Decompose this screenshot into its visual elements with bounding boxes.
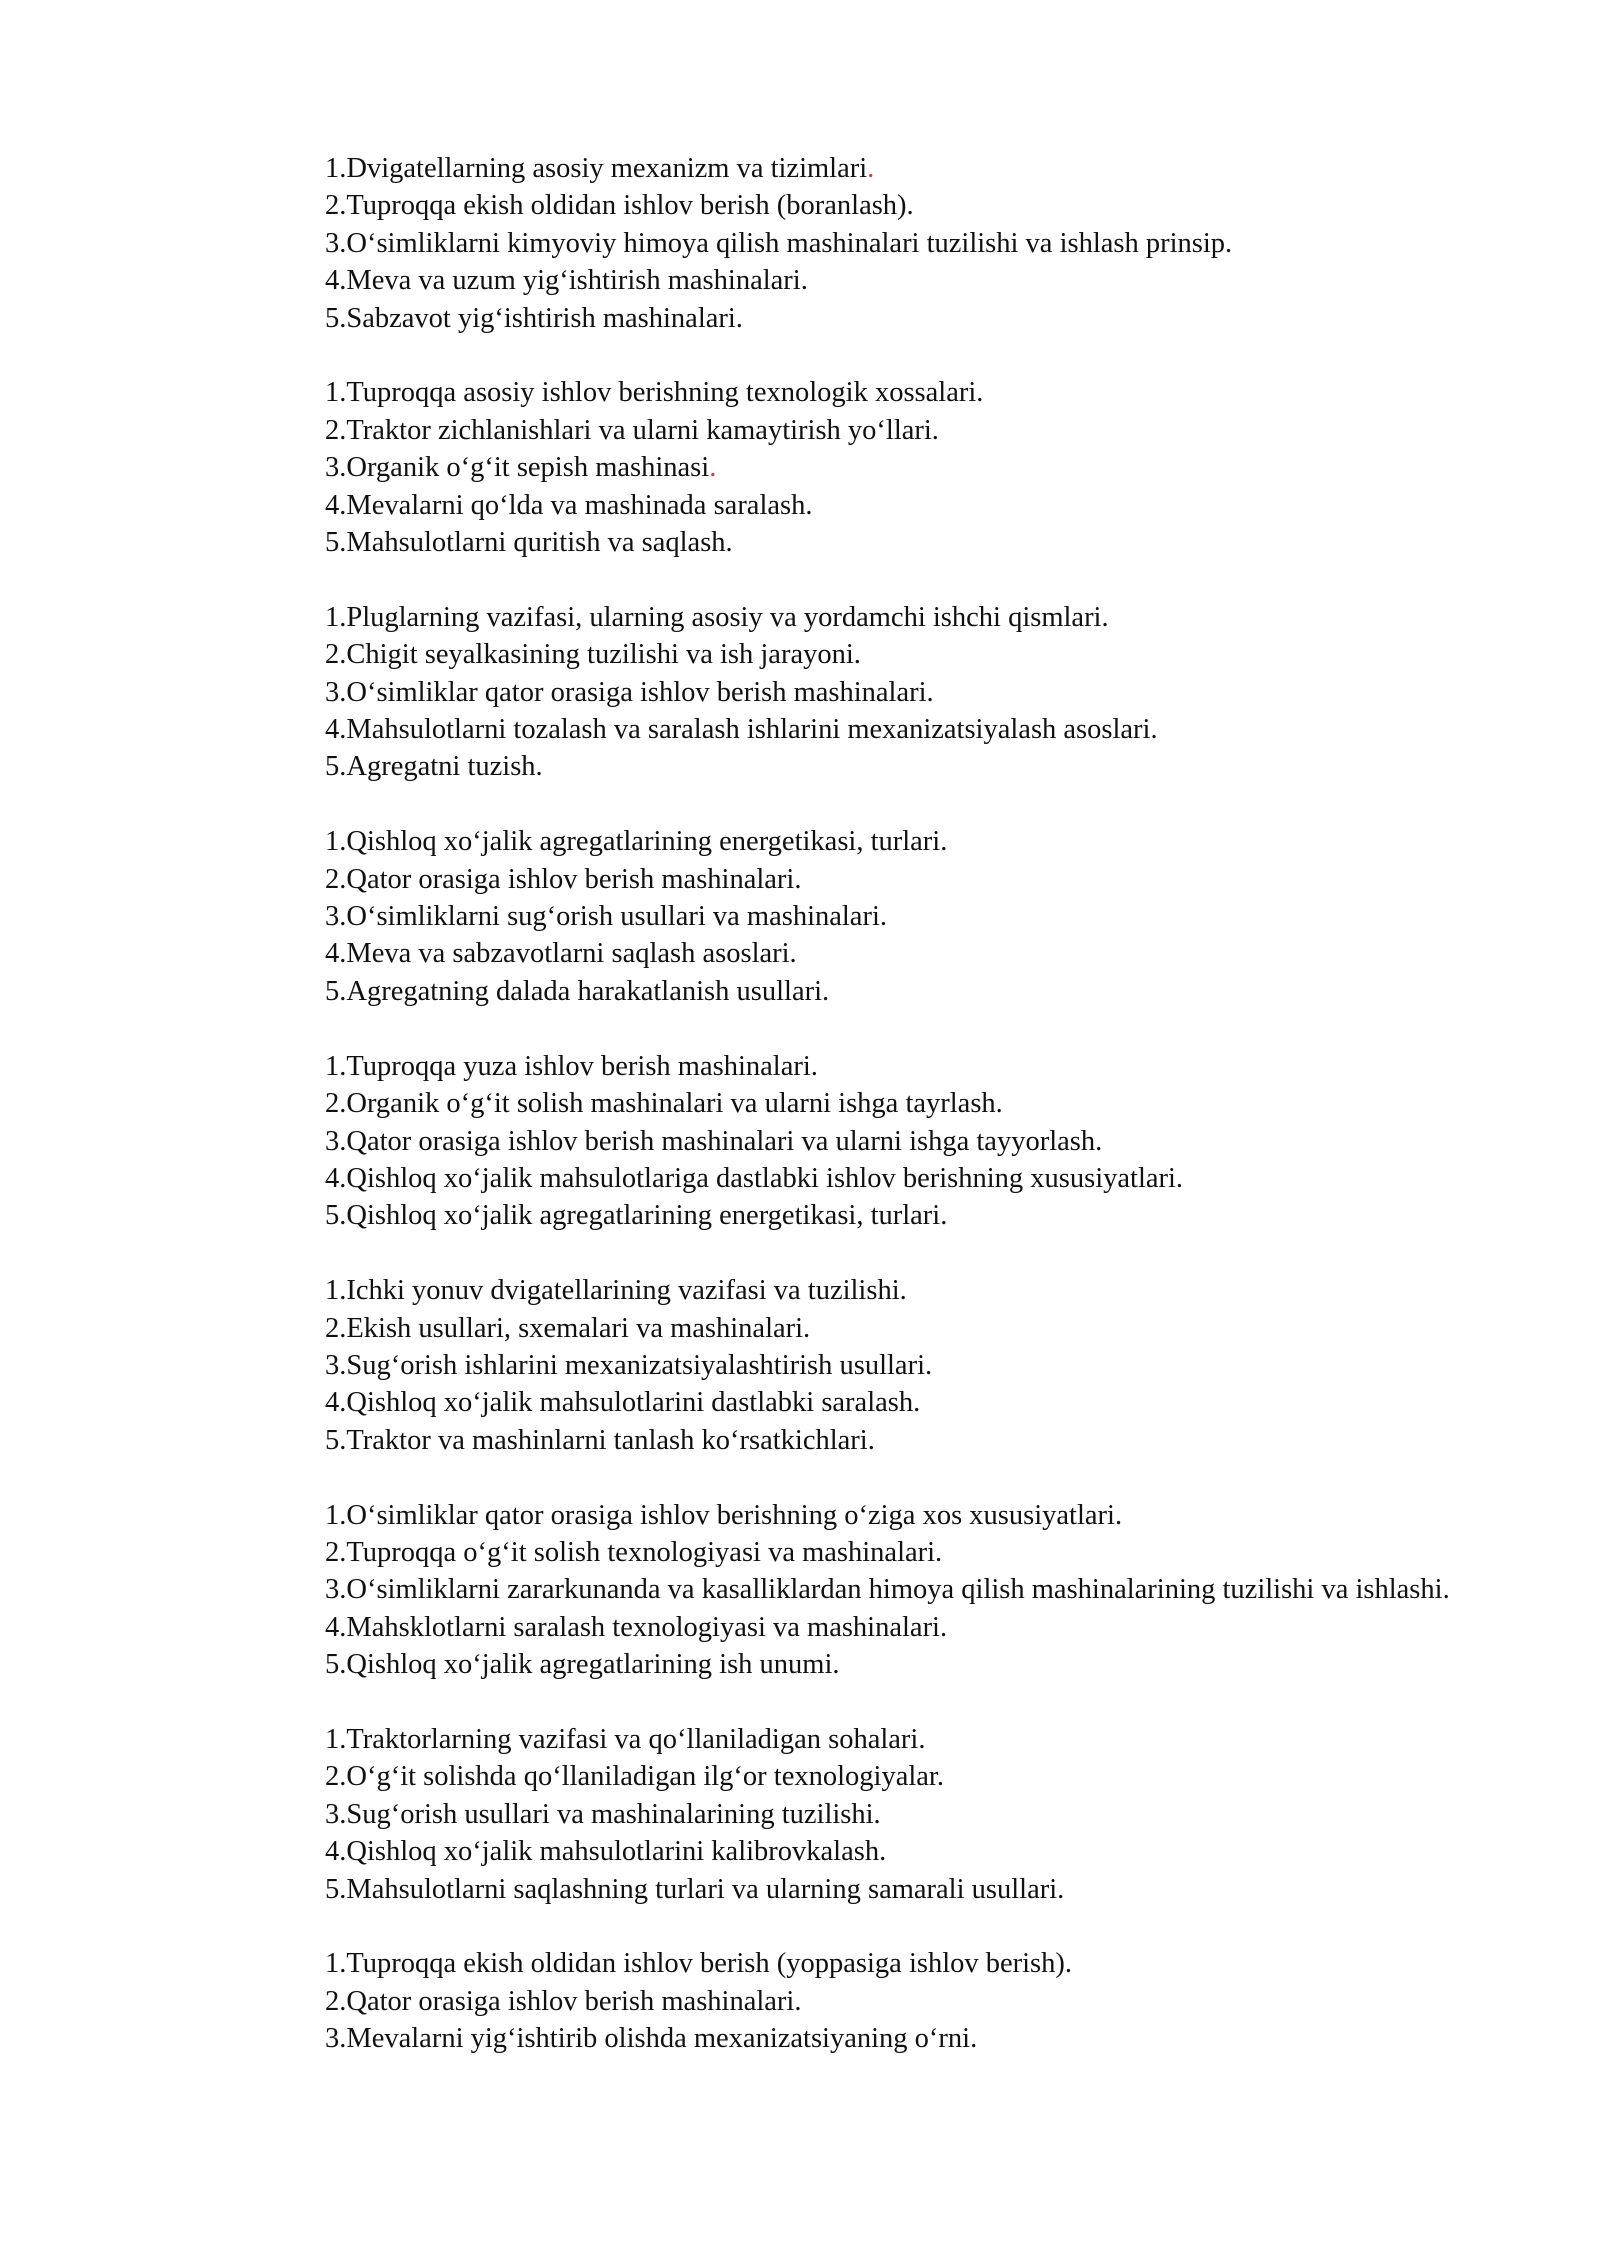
question-group xyxy=(229,1945,1489,2057)
question-text: 3.Sug‘orish ishlarini mexanizatsiyalashtirish usullari. xyxy=(325,1349,933,1381)
question-text: 1.Dvigatellarning asosiy mexanizm va tizimlari xyxy=(325,153,868,184)
question-item xyxy=(229,449,1489,486)
question-text: 4.Mahsulotlarni tozalash va saralash ishlarini mexanizatsiyalash asoslari. xyxy=(325,714,1158,746)
question-text: 5.Agregatni tuzish. xyxy=(325,751,543,783)
question-group xyxy=(229,1497,1489,1684)
question-item xyxy=(229,1272,1489,1309)
question-item xyxy=(229,898,1489,935)
question-text: 1.Pluglarning vazifasi, ularning asosiy va yordamchi ishchi qismlari. xyxy=(325,601,1109,633)
question-text: 2.Tuproqqa ekish oldidan ishlov berish (boranlash). xyxy=(325,190,914,222)
question-text: 3.Organik o‘g‘it sepish mashinasi xyxy=(325,452,710,484)
question-text: 3.Qator orasiga ishlov berish mashinalari va ularni ishga tayyorlash. xyxy=(325,1125,1103,1157)
question-text: 5.Traktor va mashinlarni tanlash ko‘rsatkichlari. xyxy=(325,1424,875,1456)
question-text: 5.Qishloq xo‘jalik agregatlarining ish unumi. xyxy=(325,1649,840,1681)
question-item xyxy=(229,524,1489,561)
question-item xyxy=(229,636,1489,673)
question-item xyxy=(229,1833,1489,1870)
question-item xyxy=(229,1310,1489,1347)
question-group xyxy=(229,1272,1489,1459)
question-text: 2.Tuproqqa o‘g‘it solish texnologiyasi va mashinalari. xyxy=(325,1536,943,1568)
question-text: 2.Qator orasiga ishlov berish mashinalari. xyxy=(325,863,802,895)
question-item xyxy=(229,1945,1489,1982)
question-item xyxy=(229,1497,1489,1534)
question-text: 1.Qishloq xo‘jalik agregatlarining energetikasi, turlari. xyxy=(325,826,948,858)
question-item xyxy=(229,1721,1489,1758)
question-item xyxy=(229,2020,1489,2057)
question-item xyxy=(229,861,1489,898)
question-text: 1.Ichki yonuv dvigatellarining vazifasi va tuzilishi. xyxy=(325,1275,907,1307)
question-item xyxy=(229,262,1489,299)
question-item xyxy=(229,1983,1489,2020)
question-text: 4.Qishloq xo‘jalik mahsulotlarini dastlabki saralash. xyxy=(325,1387,921,1419)
question-item xyxy=(229,1123,1489,1160)
question-text: 2.Ekish usullari, sxemalari va mashinalari. xyxy=(325,1312,811,1344)
question-text: 2.Qator orasiga ishlov berish mashinalari. xyxy=(325,1985,802,2017)
question-text: 5.Sabzavot yig‘ishtirish mashinalari. xyxy=(325,302,743,334)
question-item xyxy=(229,412,1489,449)
question-item xyxy=(229,973,1489,1010)
question-text: 2.Organik o‘g‘it solish mashinalari va ularni ishga tayrlash. xyxy=(325,1088,1003,1120)
question-item xyxy=(229,1758,1489,1795)
question-text: 3.O‘simliklarni kimyoviy himoya qilish mashinalari tuzilishi va ishlash prinsip. xyxy=(325,227,1233,259)
question-item xyxy=(229,748,1489,785)
question-item xyxy=(229,187,1489,224)
question-text: 1.Tuproqqa asosiy ishlov berishning texnologik xossalari. xyxy=(325,377,984,409)
question-item xyxy=(229,1197,1489,1234)
question-text: 2.Traktor zichlanishlari va ularni kamaytirish yo‘llari. xyxy=(325,414,939,446)
question-item xyxy=(229,1796,1489,1833)
question-item xyxy=(229,1646,1489,1683)
question-item xyxy=(229,1571,1489,1608)
question-text: 4.Mahsklotlarni saralash texnologiyasi va mashinalari. xyxy=(325,1611,948,1643)
question-text: 4.Meva va sabzavotlarni saqlash asoslari. xyxy=(325,938,797,970)
question-item xyxy=(229,374,1489,411)
question-text: 4.Qishloq xo‘jalik mahsulotlarini kalibrovkalash. xyxy=(325,1836,887,1868)
question-item xyxy=(229,1871,1489,1908)
question-group xyxy=(229,599,1489,786)
question-text: 5.Qishloq xo‘jalik agregatlarining energetikasi, turlari. xyxy=(325,1200,948,1232)
question-text: 1.O‘simliklar qator orasiga ishlov berishning o‘ziga xos xususiyatlari. xyxy=(325,1499,1123,1531)
question-text: 3.O‘simliklar qator orasiga ishlov berish mashinalari. xyxy=(325,676,934,708)
question-item xyxy=(229,823,1489,860)
question-suffix: . xyxy=(867,153,875,184)
question-item xyxy=(229,1534,1489,1571)
question-item xyxy=(229,674,1489,711)
question-item xyxy=(229,1160,1489,1197)
question-text: 5.Agregatning dalada harakatlanish usullari. xyxy=(325,975,830,1007)
question-group xyxy=(229,1048,1489,1235)
question-item xyxy=(229,599,1489,636)
question-text: 5.Mahsulotlarni saqlashning turlari va ularning samarali usullari. xyxy=(325,1873,1065,1905)
question-text: 2.O‘g‘it solishda qo‘llaniladigan ilg‘or texnologiyalar. xyxy=(325,1761,944,1793)
question-item xyxy=(229,487,1489,524)
question-text: 1.Traktorlarning vazifasi va qo‘llaniladigan sohalari. xyxy=(325,1723,926,1755)
question-text: 1.Tuproqqa yuza ishlov berish mashinalari. xyxy=(325,1050,818,1082)
question-text: 4.Mevalarni qo‘lda va mashinada saralash. xyxy=(325,489,813,521)
question-item xyxy=(229,1609,1489,1646)
question-item xyxy=(229,1347,1489,1384)
question-text: 3.Mevalarni yig‘ishtirib olishda mexanizatsiyaning o‘rni. xyxy=(325,2023,978,2055)
question-text: 5.Mahsulotlarni quritish va saqlash. xyxy=(325,527,733,559)
question-item xyxy=(229,711,1489,748)
question-text: 1.Tuproqqa ekish oldidan ishlov berish (yoppasiga ishlov berish). xyxy=(325,1948,1073,1980)
question-text: 3.O‘simliklarni zararkunanda va kasalliklardan himoya qilish mashinalarining tuzilishi va ishlashi. xyxy=(325,1574,1450,1606)
question-item xyxy=(229,1422,1489,1459)
question-item xyxy=(229,1085,1489,1122)
question-text: 4.Meva va uzum yig‘ishtirish mashinalari. xyxy=(325,265,808,297)
question-item xyxy=(229,935,1489,972)
question-item xyxy=(229,1384,1489,1421)
question-item xyxy=(229,1048,1489,1085)
question-group xyxy=(229,1721,1489,1908)
question-item xyxy=(229,225,1489,262)
question-text: 4.Qishloq xo‘jalik mahsulotlariga dastlabki ishlov berishning xususiyatlari. xyxy=(325,1162,1184,1194)
question-group xyxy=(229,150,1489,337)
question-list xyxy=(229,150,1489,2095)
question-group xyxy=(229,374,1489,561)
question-text: 3.Sug‘orish usullari va mashinalarining tuzilishi. xyxy=(325,1798,881,1830)
question-item xyxy=(229,150,1489,187)
question-suffix: . xyxy=(709,452,717,484)
question-text: 2.Chigit seyalkasining tuzilishi va ish jarayoni. xyxy=(325,639,861,671)
question-item xyxy=(229,300,1489,337)
question-group xyxy=(229,823,1489,1010)
question-text: 3.O‘simliklarni sug‘orish usullari va mashinalari. xyxy=(325,901,887,933)
